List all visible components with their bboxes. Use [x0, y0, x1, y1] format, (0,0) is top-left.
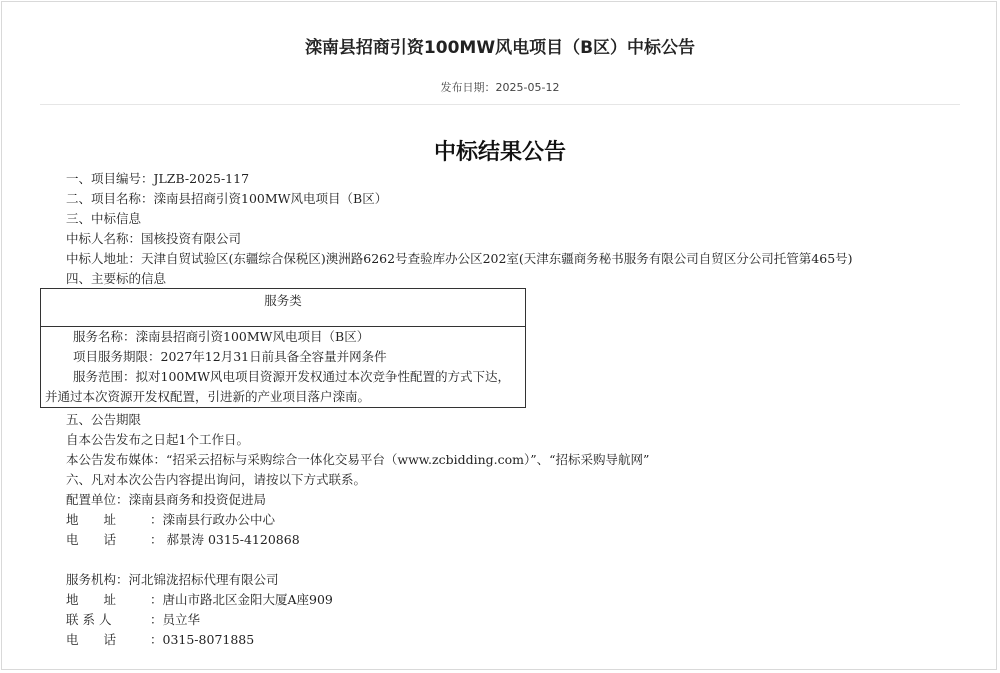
service-table	[40, 288, 526, 408]
notice-body-bottom	[66, 410, 649, 650]
section-winner-info: 三、中标信息	[66, 211, 142, 226]
main-heading: 中标结果公告	[433, 140, 566, 165]
winner-name: 中标人名称：国核投资有限公司	[66, 231, 242, 246]
config-unit-phone	[66, 530, 649, 550]
project-number: 一、项目编号：JLZB-2025-117	[66, 171, 250, 186]
config-unit: 配置单位：滦南县商务和投资促进局	[66, 492, 267, 507]
section-notice-period: 五、公告期限	[66, 412, 142, 427]
publish-date: 发布日期：2025-05-12	[440, 81, 560, 94]
agency-contact-person	[66, 610, 649, 630]
table-body-cell	[41, 327, 526, 408]
notice-period: 自本公告发布之日起1个工作日。	[66, 432, 249, 447]
config-unit-address	[66, 510, 649, 530]
notice-body-top	[66, 169, 853, 289]
address-label: 地 址	[66, 592, 117, 607]
contact-person-label: 联 系 人	[66, 612, 112, 627]
service-scope-continued: 并通过本次资源开发权配置，引进新的产业项目落户滦南。	[45, 389, 371, 404]
publish-media: 本公告发布媒体：“招采云招标与采购综合一体化交易平台（www.zcbidding.com）”、“招标采购导航网”	[66, 452, 650, 467]
section-inquiry: 六、凡对本次公告内容提出询问，请按以下方式联系。	[66, 472, 367, 487]
agency-address	[66, 590, 649, 610]
phone-value: ： 郝景涛 0315-4120868	[150, 532, 300, 547]
contact-person-value: ：员立华	[150, 612, 201, 627]
phone-value: ：0315-8071885	[150, 632, 255, 647]
address-value: ：唐山市路北区金阳大厦A座909	[150, 592, 333, 607]
service-agency: 服务机构：河北锦泷招标代理有限公司	[66, 572, 279, 587]
project-name: 二、项目名称：滦南县招商引资100MW风电项目（B区）	[66, 191, 388, 206]
address-value: ：滦南县行政办公中心	[150, 512, 276, 527]
phone-label: 电 话	[66, 532, 117, 547]
winner-address: 中标人地址：天津自贸试验区(东疆综合保税区)澳洲路6262号查验库办公区202室(天津东疆商务秘书服务有限公司自贸区分公司托管第465号)	[66, 251, 853, 266]
service-period: 项目服务期限：2027年12月31日前具备全容量并网条件	[73, 349, 387, 364]
agency-phone	[66, 630, 649, 650]
announcement-title: 滦南县招商引资100MW风电项目（B区）中标公告	[304, 38, 696, 58]
phone-label: 电 话	[66, 632, 117, 647]
header-divider	[40, 104, 960, 105]
service-scope: 服务范围：拟对100MW风电项目资源开发权通过本次竞争性配置的方式下达，	[73, 369, 511, 384]
blank-line	[66, 550, 649, 570]
service-name: 服务名称：滦南县招商引资100MW风电项目（B区）	[73, 329, 370, 344]
table-header-service-type: 服务类	[41, 289, 526, 327]
section-main-items: 四、主要标的信息	[66, 271, 167, 286]
address-label: 地 址	[66, 512, 117, 527]
